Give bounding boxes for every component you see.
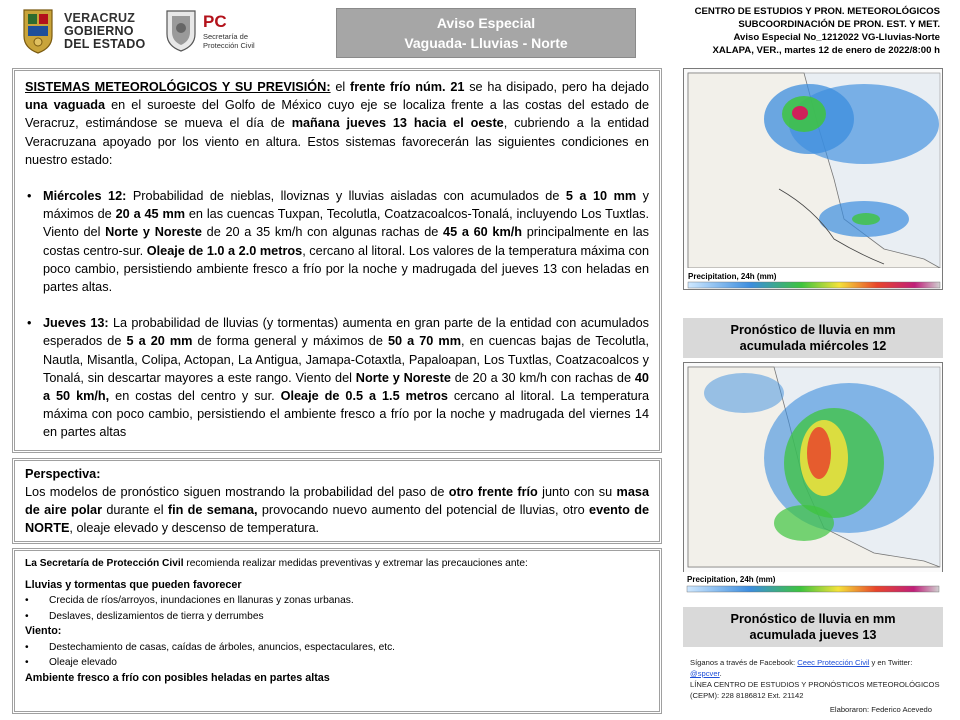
title-line-2: Vaguada- Lluvias - Norte	[404, 35, 568, 51]
title-line-1: Aviso Especial	[436, 15, 536, 31]
text-bold: 40 a 50 km/h,	[43, 370, 649, 404]
text: provocando nuevo aumento del potencial de lluvias, otro	[257, 503, 590, 518]
forecast-wednesday	[25, 187, 649, 296]
text: La probabilidad de lluvias (y tormentas) aumenta en gran parte de la entidad con acumulados esperados de	[43, 316, 649, 349]
text: recomienda realizar medidas preventivas y extremar las precauciones ante:	[183, 558, 528, 569]
day-label: Miércoles 12:	[43, 189, 127, 204]
issuer-info	[650, 5, 940, 57]
issuer-line-3: Aviso Especial No_1212022 VG-Lluvias-Norte	[733, 32, 940, 43]
rain-forecast-map-wednesday	[683, 68, 943, 290]
text-bold: Norte y Noreste	[105, 225, 202, 240]
map2-legend-title: Precipitation, 24h (mm)	[687, 575, 776, 584]
cold-heading: Ambiente fresco a frío con posibles heladas en partes altas	[25, 671, 330, 684]
day-label: Jueves 13:	[43, 316, 109, 331]
issuer-line-1: CENTRO DE ESTUDIOS Y PRON. METEOROLÓGICOS	[694, 6, 940, 17]
text: en costas del centro y sur.	[109, 389, 281, 404]
issuer-line-4: XALAPA, VER., martes 12 de enero de 2022/8:00 h	[712, 45, 940, 56]
phone-line-2: (CEPM): 228 8186812 Ext. 21142	[690, 691, 804, 700]
veracruz-coat-of-arms-icon	[18, 6, 58, 54]
perspective-heading: Perspectiva:	[25, 467, 101, 481]
text: cercano al litoral. La temperatura máxima con poco cambio, persistiendo el ambiente fresco a frío por la noche y madrugada del viernes 14 en partes altas	[43, 389, 650, 440]
caption1-line-1: Pronóstico de lluvia en mm	[730, 323, 896, 337]
wind-item-1: • Destechamiento de casas, caídas de árboles, anuncios, espectaculares, etc.	[25, 640, 649, 656]
social-line	[690, 657, 950, 668]
daily-forecast-list	[25, 187, 649, 442]
map2-legend-graphic	[683, 572, 943, 602]
wind-heading: Viento:	[25, 625, 62, 637]
notice-title	[336, 8, 636, 58]
rain-heading: Lluvias y tormentas que pueden favorecer	[25, 578, 242, 591]
rain-item-2: • Deslaves, deslizamientos de tierra y derrumbes	[25, 609, 649, 625]
phone-line-1: LÍNEA CENTRO DE ESTUDIOS Y PRONÓSTICOS METEOROLÓGICOS	[690, 680, 940, 689]
text-bold: Norte y Noreste	[355, 370, 451, 385]
text: de forma general y máximos de	[192, 334, 388, 349]
text: de 20 a 35 km/h con algunas rachas de	[201, 225, 444, 240]
map1-legend-title: Precipitation, 24h (mm)	[688, 272, 777, 281]
forecast-box	[12, 68, 662, 453]
systems-label: SISTEMAS METEOROLÓGICOS Y SU PREVISIÓN:	[25, 80, 331, 94]
text: de 20 a 30 km/h con rachas de	[450, 370, 635, 385]
map-caption-wednesday	[683, 318, 943, 358]
pc-title: PC	[203, 12, 227, 31]
map-thursday-graphic	[684, 363, 943, 584]
text: , cubriendo a la entidad Veracruzana apoyado por los viento en altura. Estos sistemas favorecerán las siguientes condiciones en nuestro estado:	[25, 116, 650, 167]
text-bold: 20 a 45 mm	[115, 207, 186, 222]
prepared-by: Elaboraron: Federico Acevedo	[829, 705, 932, 714]
forecast-thursday	[25, 314, 649, 441]
text: , cercano al litoral. Los valores de la temperatura máxima con poco cambio, persistiendo ambiente fresco a frío por la noche y madrugada del jueves 13 con heladas en partes altas.	[43, 243, 650, 295]
systems-paragraph	[25, 78, 649, 169]
text: junto con su	[537, 485, 617, 499]
text-bold: 45 a 60 km/h	[443, 225, 523, 240]
text-bold: 50 a 70 mm	[387, 334, 461, 349]
text-bold: frente frío núm. 21	[350, 80, 465, 94]
map-caption-thursday	[683, 607, 943, 647]
text-bold: La Secretaría de Protección Civil	[25, 558, 184, 569]
pc-seal-icon	[163, 8, 199, 52]
text-bold: evento de NORTE	[25, 503, 650, 536]
text: principalmente en las costas centro-sur.	[43, 225, 650, 258]
text-bold: masa de aire polar	[25, 485, 649, 518]
text: el	[330, 80, 350, 94]
text: .	[719, 669, 722, 678]
text: en las cuencas Tuxpan, Tecolutla, Coatzacoalcos-Tonalá, incluyendo Los Tuxtlas. Viento del	[43, 207, 650, 240]
twitter-line	[690, 668, 950, 679]
rain-item-1: • Crecida de ríos/arroyos, inundaciones en llanuras y zonas urbanas.	[25, 593, 649, 609]
map-wednesday-graphic	[684, 69, 943, 290]
text: Los modelos de pronóstico siguen mostrando la probabilidad del paso de	[25, 485, 449, 499]
logo-line-3: DEL ESTADO	[64, 37, 146, 51]
perspective-box	[12, 458, 662, 544]
contact-footer	[690, 657, 950, 715]
proteccion-civil-logo	[163, 8, 273, 54]
logo-line-2: GOBIERNO	[64, 24, 134, 38]
map2-legend	[683, 572, 943, 602]
text: , oleaje elevado y descenso de temperatura.	[69, 521, 320, 536]
text-bold: otro frente frío	[448, 485, 538, 499]
text: y máximos de	[43, 189, 649, 222]
recommendations-intro	[25, 556, 649, 572]
wind-item-2: • Oleaje elevado	[25, 655, 649, 671]
issuer-line-2: SUBCOORDINACIÓN DE PRON. EST. Y MET.	[738, 19, 940, 30]
text: se ha disipado, pero ha dejado	[464, 80, 649, 94]
text: Probabilidad de nieblas, lloviznas y lluvias aisladas con acumulados de	[126, 189, 566, 204]
perspective-text	[25, 483, 649, 538]
text-bold: Oleaje de 1.0 a 2.0 metros	[146, 243, 303, 258]
text: durante el	[102, 503, 168, 518]
twitter-link[interactable]: @spcver	[690, 669, 720, 678]
facebook-link[interactable]: Ceec Protección Civil	[797, 658, 870, 667]
caption2-line-1: Pronóstico de lluvia en mm	[730, 612, 896, 626]
logo-line-1: VERACRUZ	[64, 11, 136, 25]
text: Síganos a través de Facebook:	[690, 658, 798, 667]
caption2-line-2: acumulada jueves 13	[749, 628, 877, 642]
text-bold: una vaguada	[25, 98, 106, 113]
text-bold: 5 a 20 mm	[126, 334, 193, 349]
text: , en cuencas bajas de Tecolutla, Nautla, Misantla, Colipa, Actopan, La Antigua, Jamapa-Cotaxtla, Papaloapan, Los Tuxtlas, Coatzacoalcos y Tonalá, sin descartar mayores a este rango. Viento del	[43, 334, 649, 385]
text-bold: Oleaje de 0.5 a 1.5 metros	[280, 389, 448, 404]
veracruz-logo	[18, 6, 158, 56]
text-bold: fin de semana,	[167, 503, 258, 518]
rain-forecast-map-thursday	[683, 362, 943, 584]
caption1-line-2: acumulada miércoles 12	[739, 339, 887, 353]
text: y en Twitter:	[869, 658, 913, 667]
pc-sub-1: Secretaría de	[203, 32, 249, 41]
text: en el suroeste del Golfo de México cuyo eje se localiza frente a las costas del estado de Veracruz, estimándose se mueva el día de	[25, 98, 649, 131]
text-bold: mañana jueves 13 hacia el oeste	[291, 116, 504, 131]
pc-sub-2: Protección Civil	[203, 41, 255, 50]
text-bold: 5 a 10 mm	[565, 189, 637, 204]
recommendations-box	[12, 548, 662, 714]
